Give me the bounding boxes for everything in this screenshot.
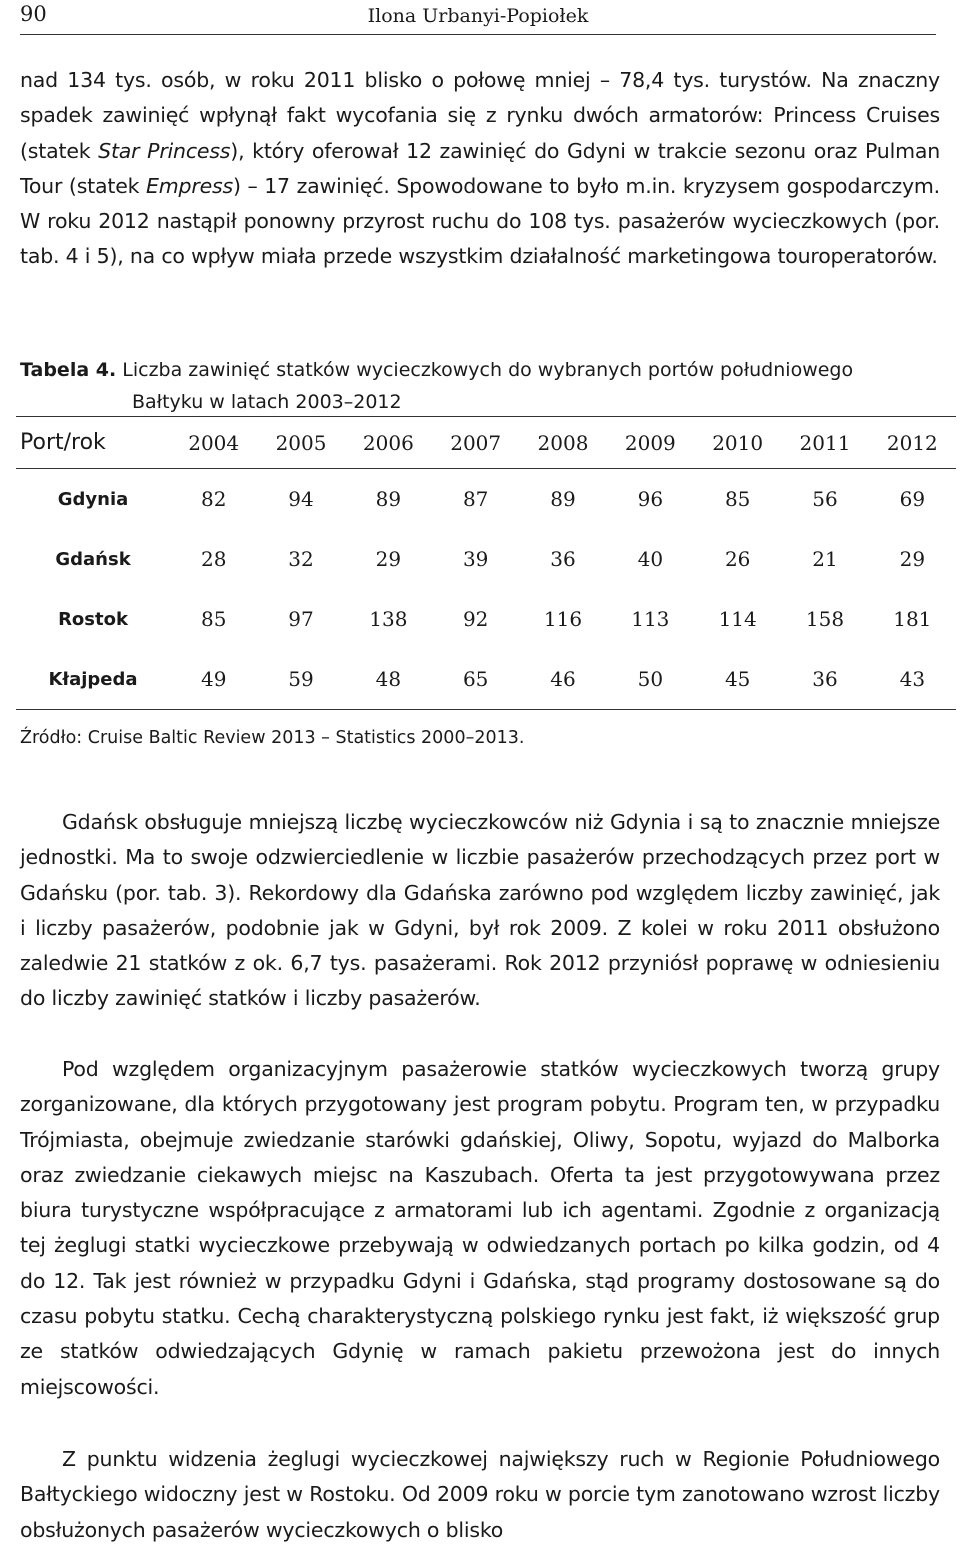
year-header: 2007 — [432, 417, 519, 469]
table-cell: 65 — [462, 667, 489, 691]
paragraph-1-part-2: ), który oferował 12 zawinięć do Gdyni w trakcie sezonu oraz Pulman Tour (statek — [20, 138, 940, 198]
paragraph-1 — [20, 63, 940, 275]
page-number: 90 — [20, 2, 47, 26]
table-cell: 46 — [550, 667, 576, 691]
table-cell: 138 — [369, 607, 408, 631]
table-cell: 50 — [637, 667, 664, 691]
year-header: 2004 — [170, 417, 257, 469]
ship-name-empress: Empress — [146, 173, 233, 198]
paragraph-3-text: Pod względem organizacyjnym pasażerowie statków wycieczkowych tworzą grupy zorganizowane, dla których przygotowany jest program pobytu. Program ten, w przypadku Trójmiasta, obejmuje zwiedzanie starówki gdańskiej, Oliwy, Sopotu, wyjazd do Malborka oraz zwiedzanie ciekawych miejsc na Kaszubach. Oferta ta jest przygotowywana przez biura turystyczne współpracujące z armatorami lub ich agentami. Zgodnie z organizacją tej żeglugi statki wycieczkowe przebywają w odwiedzanych portach po kilka godzin, od 4 do 12. Tak jest również w przypadku Gdyni i Gdańska, stąd programy dostosowane są do czasu pobytu statku. Cechą charakterystyczną polskiego rynku jest fakt, iż większość grup ze statków odwiedzających Gdynię w ramach pakietu przewożona jest do innych miejscowości. — [20, 1057, 940, 1399]
table-cell: 28 — [200, 547, 227, 571]
table-cell: 94 — [288, 487, 314, 511]
port-name: Rostok — [58, 608, 128, 630]
table-cell: 114 — [718, 607, 757, 631]
table-cell: 40 — [637, 547, 664, 571]
paragraph-1-part-1: nad 134 tys. osób, w roku 2011 blisko o połowę mniej – 78,4 tys. turystów. Na znaczny spadek zawinięć wpłynął fakt wycofania się z rynku dwóch armatorów: Princess Cruises (statek — [20, 68, 940, 163]
table-cell: 69 — [899, 487, 926, 511]
table-header-row — [16, 417, 956, 469]
table-cell: 85 — [724, 487, 751, 511]
table-cell: 36 — [550, 547, 576, 571]
table-cell: 43 — [899, 667, 926, 691]
table-cell: 36 — [812, 667, 838, 691]
table-cell: 29 — [899, 547, 926, 571]
table-cell: 97 — [288, 607, 314, 631]
table-cell: 82 — [200, 487, 227, 511]
year-header: 2012 — [869, 417, 956, 469]
year-header: 2010 — [694, 417, 781, 469]
paragraph-2-text: Gdańsk obsługuje mniejszą liczbę wycieczkowców niż Gdynia i są to znacznie mniejsze jednostki. Ma to swoje odzwierciedlenie w liczbie pasażerów przechodzących przez port w Gdańsku (por. tab. 3). Rekordowy dla Gdańska zarówno pod względem liczby zawinięć, jak i liczby pasażerów, podobnie jak w Gdyni, był rok 2009. Z kolei w roku 2011 obsłużono zaledwie 21 statków z ok. 6,7 tys. pasażerami. Rok 2012 przyniósł poprawę w odniesieniu do liczby zawinięć statków i liczby pasażerów. — [20, 810, 940, 1011]
table-row-gdynia — [16, 469, 956, 530]
ship-name-star-princess: Star Princess — [98, 138, 231, 163]
table-cell: 29 — [375, 547, 402, 571]
table-cell: 96 — [637, 487, 664, 511]
year-header: 2009 — [607, 417, 694, 469]
table-cell: 39 — [462, 547, 489, 571]
table-caption-line-2: Bałtyku w latach 2003–2012 — [132, 391, 402, 413]
paragraph-4 — [20, 1442, 940, 1548]
table-cell: 32 — [288, 547, 314, 571]
cruise-calls-table — [16, 416, 956, 710]
table-source-note: Źródło: Cruise Baltic Review 2013 – Statistics 2000–2013. — [20, 728, 525, 748]
port-name: Kłajpeda — [48, 668, 138, 690]
table-cell: 45 — [724, 667, 751, 691]
table-caption-line-1: Liczba zawinięć statków wycieczkowych do wybranych portów południowego — [122, 359, 854, 381]
paragraph-3 — [20, 1052, 940, 1405]
table-cell: 89 — [375, 487, 402, 511]
paragraph-4-text: Z punktu widzenia żeglugi wycieczkowej największy ruch w Regionie Południowego Bałtyckiego widoczny jest w Rostoku. Od 2009 roku w porcie tym zanotowano wzrost liczby obsłużonych pasażerów wycieczkowych o blisko — [20, 1447, 940, 1542]
table-cell: 181 — [893, 607, 932, 631]
table-row-gdansk — [16, 529, 956, 589]
table-cell: 56 — [812, 487, 838, 511]
paragraph-1-part-3: ) – 17 zawinięć. Spowodowane to było m.in. kryzysem gospodarczym. W roku 2012 nastąpił ponowny przyrost ruchu do 108 tys. pasażerów wycieczkowych (por. tab. 4 i 5), na co wpływ miała przede wszystkim działalność marketingowa touroperatorów. — [20, 173, 940, 269]
year-header: 2011 — [781, 417, 868, 469]
year-header: 2008 — [519, 417, 606, 469]
table-cell: 92 — [462, 607, 489, 631]
table-cell: 116 — [543, 607, 583, 631]
year-header: 2005 — [257, 417, 344, 469]
table-row-rostok — [16, 589, 956, 649]
table-row-klajpeda — [16, 649, 956, 710]
table-cell: 26 — [724, 547, 751, 571]
year-header: 2006 — [345, 417, 432, 469]
page-header — [20, 0, 936, 35]
table-cell: 158 — [805, 607, 845, 631]
table-corner-header: Port/rok — [16, 417, 170, 469]
port-name: Gdańsk — [55, 548, 131, 570]
table-cell: 49 — [200, 667, 227, 691]
table-cell: 85 — [200, 607, 227, 631]
running-head-author: Ilona Urbanyi-Popiołek — [367, 5, 589, 27]
table-cell: 21 — [812, 547, 838, 571]
table-cell: 89 — [550, 487, 576, 511]
table-cell: 87 — [462, 487, 489, 511]
table-label: Tabela 4. — [20, 359, 117, 381]
table-cell: 113 — [631, 607, 670, 631]
table-caption — [20, 354, 940, 418]
port-name: Gdynia — [57, 488, 129, 510]
table-cell: 59 — [288, 667, 314, 691]
paragraph-2 — [20, 805, 940, 1017]
table-cell: 48 — [375, 667, 402, 691]
